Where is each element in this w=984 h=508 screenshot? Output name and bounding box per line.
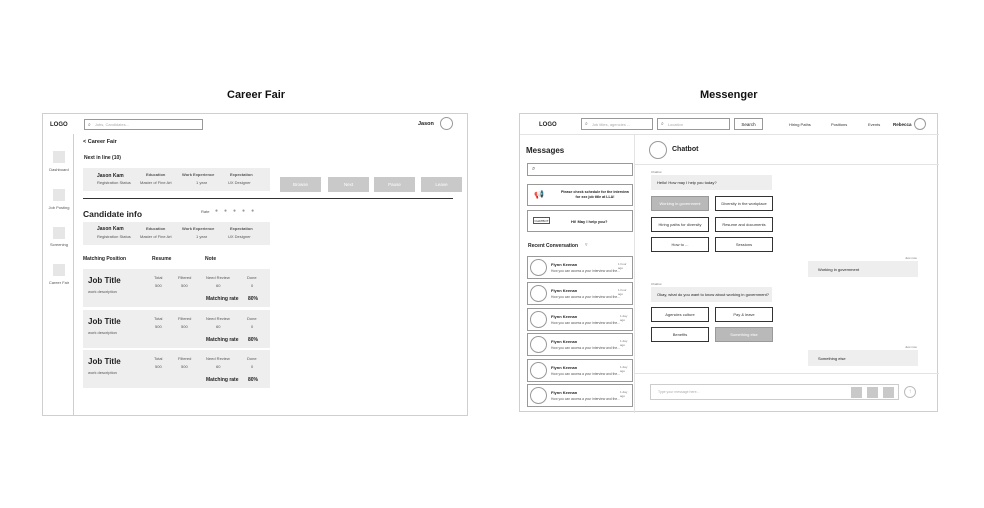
option-benefits[interactable]: Benefits	[651, 327, 709, 342]
location-input[interactable]: ⌕ Location	[657, 118, 730, 130]
message-input[interactable]: Type your message here...	[650, 384, 899, 400]
screening-icon	[53, 227, 65, 239]
emoji-icon[interactable]	[883, 387, 894, 398]
career-fair-icon	[53, 264, 65, 276]
composer-divider	[635, 373, 939, 374]
sidebar-item-career-fair[interactable]: Career Fair	[48, 280, 70, 285]
job-posting-icon	[53, 189, 65, 201]
search-icon: ⌕	[532, 166, 536, 172]
option-something-else[interactable]: Something else	[715, 327, 773, 342]
candidate-card: Jason Kam Registration Status Education Master of Fine Art Work Experience 1 year Expectation UX Designer	[83, 222, 270, 245]
leave-button[interactable]: Leave	[421, 177, 462, 192]
search-icon: ⌕	[661, 121, 664, 127]
option-how-to[interactable]: How to ...	[651, 237, 709, 252]
logo: LOGO	[50, 122, 68, 128]
option-agencies-culture[interactable]: Agencies culture	[651, 307, 709, 322]
pane-divider	[634, 134, 635, 413]
conversation-item[interactable]: Flynn Keenan 1 day ago How you can access a your interview and the...	[527, 359, 633, 382]
chatbot-card[interactable]: CHATBOT Hi! May I help you?	[527, 210, 633, 232]
next-in-line: Next in line (10)	[84, 155, 121, 161]
career-fair-screen	[42, 113, 468, 416]
user-timestamp: Just now	[905, 345, 917, 349]
conversation-item[interactable]: Flynn Keenan 1 hour ago How you can access a your interview and the...	[527, 256, 633, 279]
job-card[interactable]: Job Title work description Total 500 Filtered 500 Need Review 60 Done 0 Matching rate 80%	[83, 269, 270, 307]
avatar	[530, 362, 547, 379]
header-divider	[520, 134, 939, 135]
conversation-item[interactable]: Flynn Keenan 1 day ago How you can access a your interview and the...	[527, 308, 633, 331]
chat-title: Chatbot	[672, 146, 699, 153]
conversation-item[interactable]: Flynn Keenan 1 day ago How you can access a your interview and the...	[527, 384, 633, 407]
recent-conversation-label: Recent Conversation	[528, 243, 579, 249]
tab-matching-position[interactable]: Matching Position	[83, 256, 127, 262]
chat-header-divider	[635, 164, 939, 165]
chatbot-icon: CHATBOT	[534, 218, 549, 223]
megaphone-icon: 📢	[534, 190, 544, 199]
search-button[interactable]: Search	[734, 118, 763, 130]
message-search-input[interactable]	[527, 163, 633, 176]
messenger-title: Messenger	[700, 89, 758, 101]
divider	[83, 198, 453, 199]
dashboard-icon-box	[53, 151, 65, 163]
rate-label: Rate	[201, 209, 210, 214]
search-input[interactable]: ⌕ Jobs, Candidates...	[84, 119, 203, 130]
chatbot-avatar	[649, 141, 667, 159]
user-name: Jason	[418, 121, 434, 127]
avatar	[530, 387, 547, 404]
user-timestamp: Just now	[905, 256, 917, 260]
user-message: Something else	[808, 350, 918, 366]
next-candidate-card[interactable]: Jason Kam Registration Status Education Master of Fine Art Work Experience 1 year Expectation UX Designer	[83, 168, 270, 191]
sidebar-item-dashboard[interactable]: Dashboard	[49, 167, 69, 172]
nav-positions[interactable]: Positions	[831, 122, 848, 127]
search-icon: ⌕	[585, 121, 588, 127]
bot-message: Hello! How may I help you today?	[651, 175, 772, 190]
sidebar-item-screening[interactable]: Screening	[49, 242, 68, 247]
logo: LOGO	[539, 122, 557, 128]
send-icon[interactable]: ↑	[904, 386, 916, 398]
career-fair-title: Career Fair	[227, 89, 286, 101]
back-link[interactable]: < Career Fair	[83, 139, 117, 145]
sidebar	[43, 134, 74, 416]
bot-label: Chatbot	[651, 282, 662, 286]
nav-events[interactable]: Events	[868, 122, 881, 127]
option-working-in-government[interactable]: Working in government	[651, 196, 709, 211]
bot-label: Chatbot	[651, 170, 662, 174]
job-search-input[interactable]: ⌕ Job titles, agencies ...	[581, 118, 653, 130]
conversation-item[interactable]: Flynn Keenan 1 hour ago How you can access a your interview and the...	[527, 282, 633, 305]
user-message: Working in government	[808, 261, 918, 277]
browse-button[interactable]: Browse	[280, 177, 321, 192]
conversation-item[interactable]: Flynn Keenan 1 day ago How you can access a your interview and the...	[527, 333, 633, 356]
option-pay-leave[interactable]: Pay & leave	[715, 307, 773, 322]
job-card[interactable]: Job Title work description Total 500 Filtered 500 Need Review 60 Done 0 Matching rate 80%	[83, 350, 270, 388]
option-resume-documents[interactable]: Resume and documents	[715, 217, 773, 232]
avatar	[530, 259, 547, 276]
search-icon: ⌕	[88, 121, 91, 128]
option-diversity-workplace[interactable]: Diversity in the workplace	[715, 196, 773, 211]
messenger-screen	[519, 113, 938, 412]
notification-card[interactable]: 📢 Please check schedule for the interview for xxx job title at LLA!	[527, 184, 633, 206]
job-card[interactable]: Job Title work description Total 500 Filtered 500 Need Review 60 Done 0 Matching rate 80%	[83, 310, 270, 348]
pause-button[interactable]: Pause	[374, 177, 415, 192]
option-sessions[interactable]: Sessions	[715, 237, 773, 252]
bot-message: Okay, what do you want to know about working in government?	[651, 287, 772, 302]
avatar	[530, 336, 547, 353]
avatar	[530, 285, 547, 302]
user-name: Rebecca	[893, 122, 912, 127]
option-hiring-paths[interactable]: Hiring paths for diversity	[651, 217, 709, 232]
avatar	[530, 311, 547, 328]
sidebar-item-job-posting[interactable]: Job Posting	[48, 205, 70, 210]
rating-stars[interactable]: ●●●●●	[215, 208, 261, 214]
chevron-down-icon[interactable]: ▿	[585, 242, 588, 248]
nav-hiring-paths[interactable]: Hiring Paths	[789, 122, 811, 127]
image-icon[interactable]	[867, 387, 878, 398]
tab-note[interactable]: Note	[205, 256, 217, 262]
next-button[interactable]: Next	[328, 177, 369, 192]
tab-resume[interactable]: Resume	[152, 256, 172, 262]
candidate-info-title: Candidate info	[83, 209, 143, 219]
messages-title: Messages	[526, 146, 565, 155]
avatar[interactable]	[914, 118, 926, 130]
attach-icon[interactable]	[851, 387, 862, 398]
avatar[interactable]	[440, 117, 453, 130]
